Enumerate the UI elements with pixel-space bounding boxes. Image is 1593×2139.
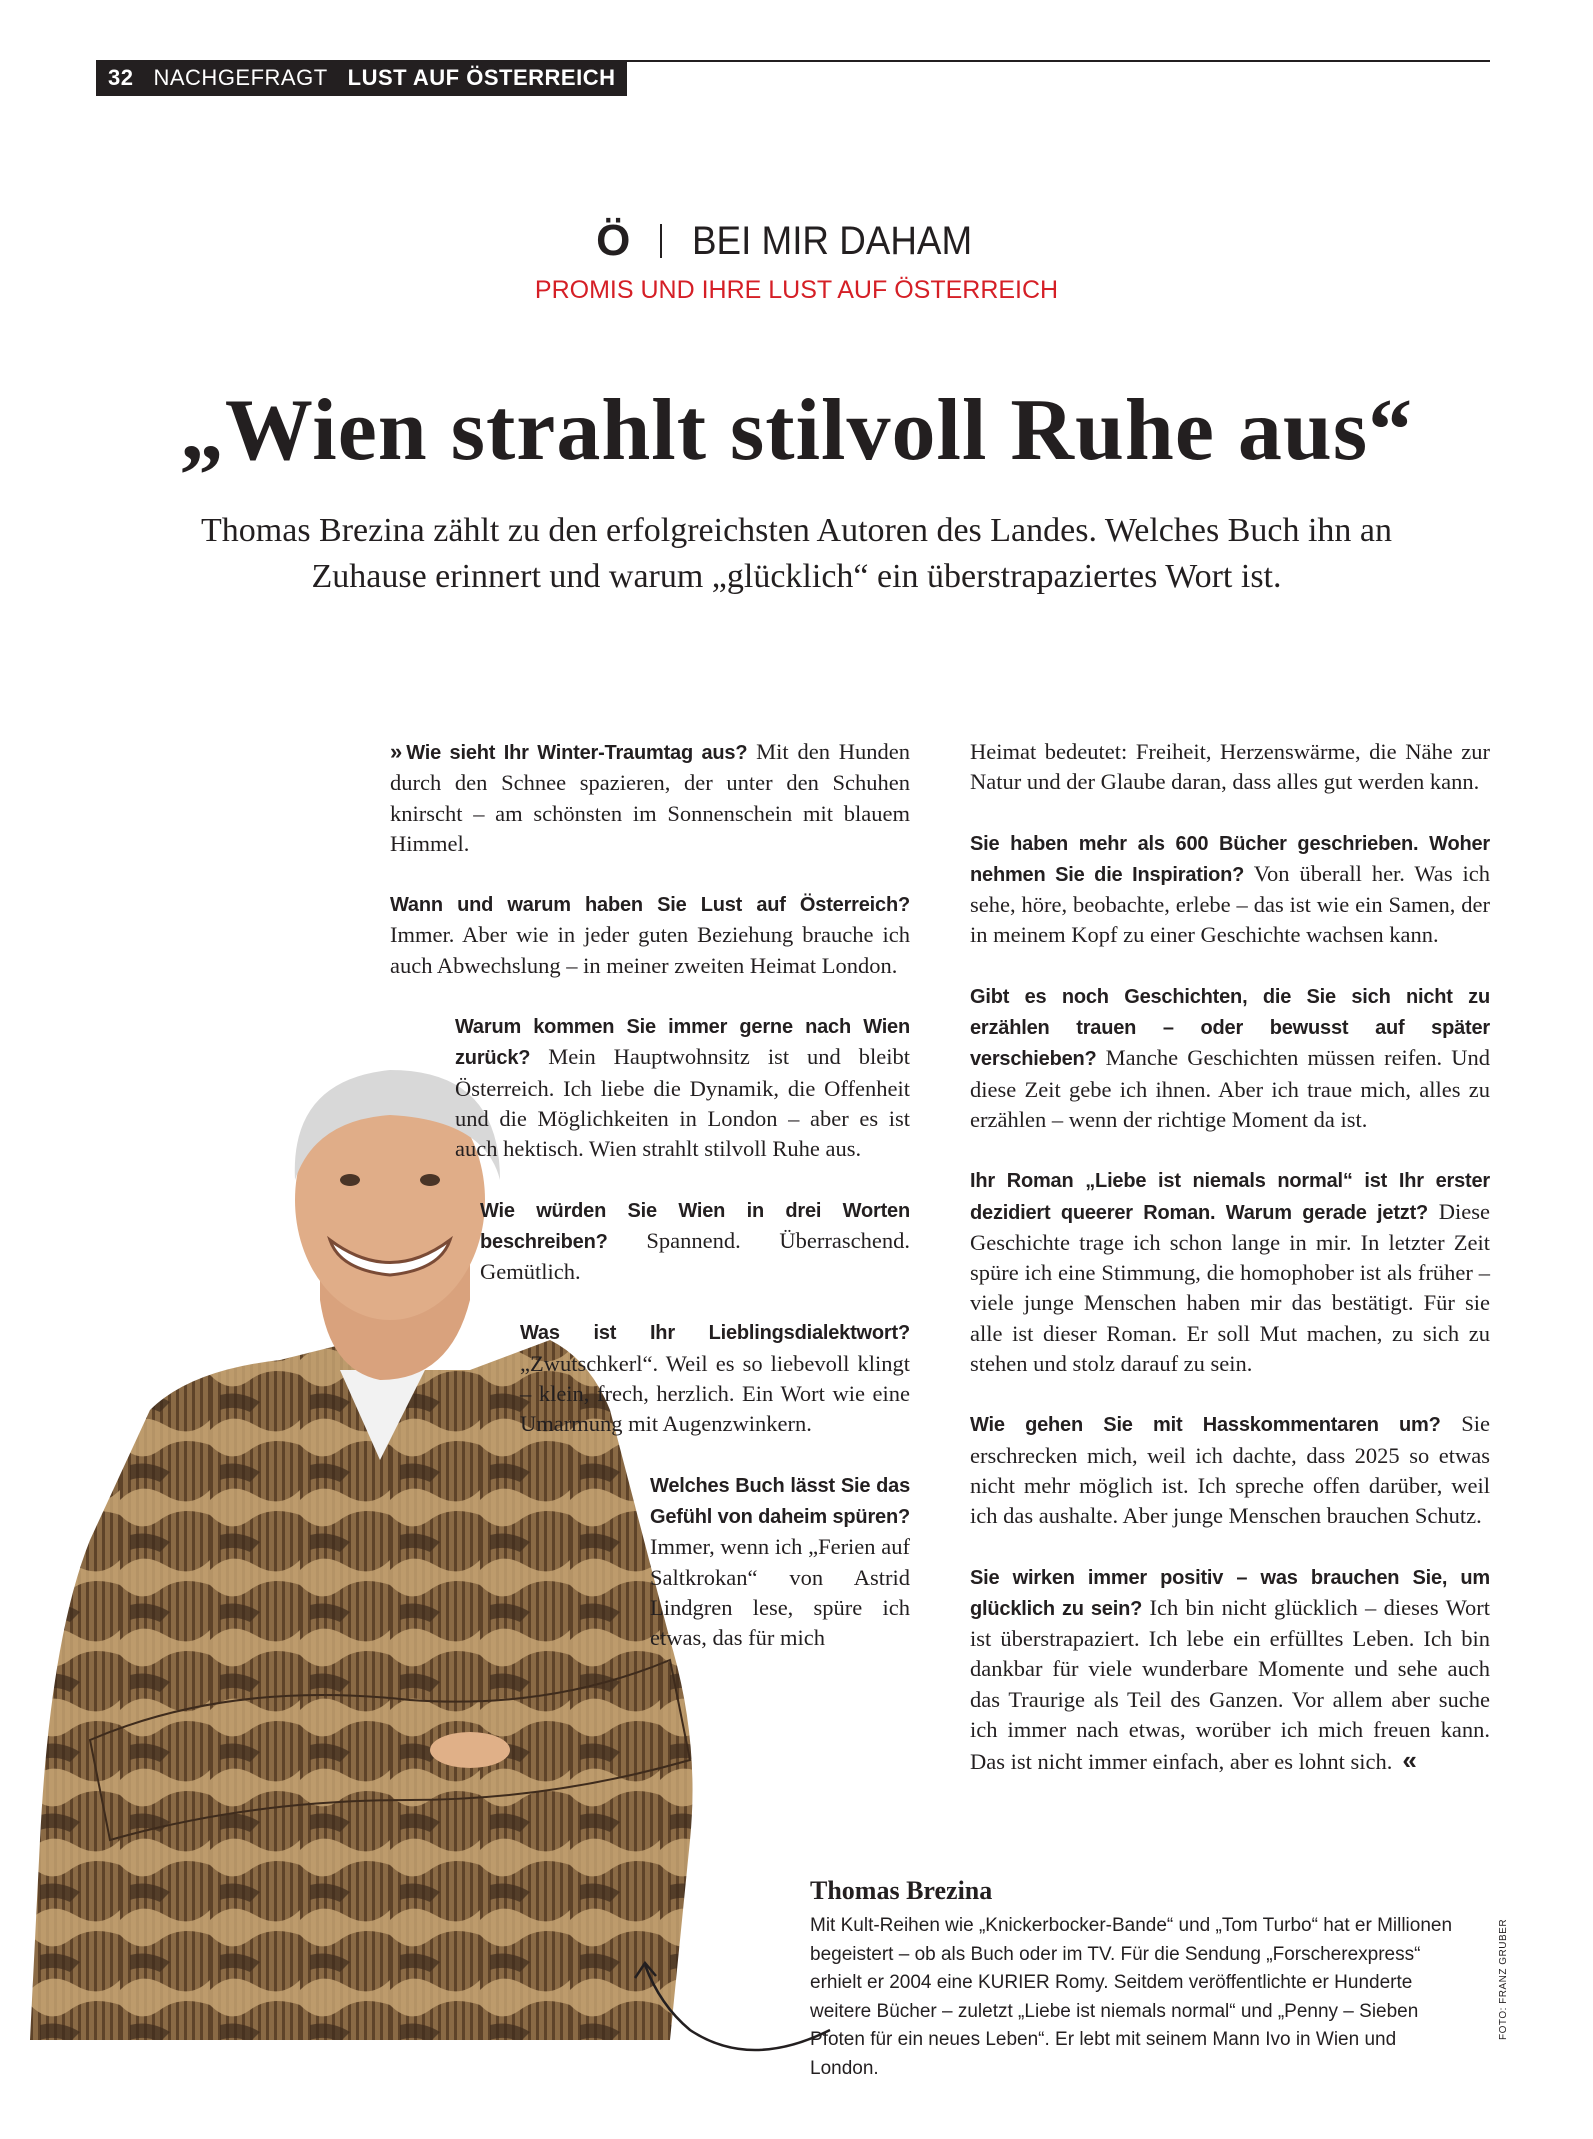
answer: Spannend. Überraschend. Gemütlich. bbox=[480, 1227, 910, 1285]
answer: „Zwutschkerl“. Weil es so liebevoll klingt – klein, frech, herzlich. Ein Wort wie eine Umarmung mit Augenzwinkern. bbox=[520, 1350, 910, 1437]
question: Wie würden Sie Wien in drei Worten beschreiben? bbox=[480, 1199, 910, 1253]
question: Welches Buch lässt Sie das Gefühl von daheim spüren? bbox=[650, 1474, 910, 1528]
rubric bbox=[0, 216, 1593, 266]
headline: „Wien strahlt stilvoll Ruhe aus“ bbox=[179, 382, 1414, 479]
question: Was ist Ihr Lieblingsdialektwort? bbox=[520, 1322, 910, 1345]
page-number: 32 bbox=[108, 65, 134, 90]
question: Warum kommen Sie immer gerne nach Wien zurück? bbox=[455, 1016, 910, 1070]
interview-item bbox=[480, 1195, 910, 1288]
answer: Von überall her. Was ich sehe, höre, beobachte, erlebe – das ist wie ein Samen, der in meinem Kopf zu einer Geschichte wachsen kann. bbox=[970, 860, 1491, 948]
rubric-name: BEI MIR DAHAM bbox=[692, 218, 973, 263]
question: Sie wirken immer positiv – was brauchen Sie, um glücklich zu sein? bbox=[970, 1566, 1490, 1620]
interview-column-left bbox=[390, 737, 910, 1683]
quote-close-mark: « bbox=[1402, 1745, 1417, 1776]
quote-open-mark: » bbox=[390, 739, 403, 764]
interview-item bbox=[970, 1409, 1490, 1531]
interview-item bbox=[520, 1317, 910, 1439]
question: Wie gehen Sie mit Hasskommentaren um? bbox=[970, 1414, 1441, 1437]
rubric-divider bbox=[660, 224, 662, 258]
interview-continuation: Heimat bedeutet: Freiheit, Herzenswärme, die Nähe zur Natur und der Glaube daran, dass alles gut werden kann. bbox=[970, 739, 1490, 795]
interview-item bbox=[970, 981, 1490, 1135]
interview-item bbox=[970, 1562, 1490, 1778]
answer: Diese Geschichte trage ich schon lange in mir. In letzter Zeit spüre ich eine Stimmung, die homophober ist als früher – viele junge Menschen haben mir das bestätigt. Für sie alle ist dieser Roman. Er soll Mut machen, zu sich zu stehen und stolz darauf zu sein. bbox=[970, 1198, 1490, 1377]
bio-text: Mit Kult-Reihen wie „Knickerbocker-Bande“ und „Tom Turbo“ hat er Millionen begeistert – ob als Buch oder im TV. Für die Sendung „Forscherexpress“ erhielt er 2004 eine KURIER Romy. Seitdem veröffentlichte er Hunderte weitere Bücher – zuletzt „Liebe ist niemals normal“ und „Penny – Sieben Pfoten für ein neues Leben“. Er lebt mit seinem Mann Ivo in Wien und London. bbox=[810, 1915, 1453, 2079]
answer: Immer. Aber wie in jeder guten Beziehung brauche ich auch Abwechslung – in meiner zweiten Heimat London. bbox=[390, 922, 910, 978]
question: Wie sieht Ihr Winter-Traumtag aus? bbox=[406, 742, 748, 764]
rubric-logo: Ö bbox=[596, 216, 631, 265]
interview-item bbox=[390, 737, 910, 859]
answer: Immer, wenn ich „Ferien auf Saltkrokan“ von Astrid Lindgren lese, spüre ich etwas, das für mich bbox=[650, 1534, 910, 1651]
rubric-subtitle: PROMIS UND IHRE LUST AUF ÖSTERREICH bbox=[534, 276, 1059, 304]
bio-name: Thomas Brezina bbox=[810, 1876, 993, 1905]
interview-item bbox=[390, 889, 910, 981]
interview-item bbox=[970, 1165, 1490, 1379]
interview-item bbox=[650, 1470, 910, 1654]
interview-item bbox=[455, 1011, 910, 1164]
section-label: NACHGEFRAGT bbox=[153, 65, 328, 90]
question: Gibt es noch Geschichten, die Sie sich nicht zu erzählen trauen – oder bewusst auf später verschieben? bbox=[970, 985, 1490, 1071]
deck: Thomas Brezina zählt zu den erfolgreichsten Autoren des Landes. Welches Buch ihn an Zuhause erinnert und warum „glücklich“ ein überstrapaziertes Wort ist. bbox=[201, 512, 1392, 595]
interview-column-right bbox=[970, 737, 1490, 1808]
photo-credit: FOTO: FRANZ GRUBER bbox=[1498, 1918, 1509, 2040]
answer: Sie erschrecken mich, weil ich dachte, dass 2025 so etwas nicht mehr möglich ist. Ich spreche offen darüber, weil ich das aushalte. Aber junge Menschen brauchen Schutz. bbox=[970, 1411, 1490, 1529]
answer: Ich bin nicht glücklich – dieses Wort ist überstrapaziert. Ich lebe ein erfülltes Leben. Ich bin dankbar für viele wunderbare Momente und sehe auch das Traurige als Teil des Ganzen. Vor allem aber suche ich immer nach etwas, worüber ich mich freuen kann. Das ist nicht immer einfach, aber es lohnt sich. bbox=[970, 1594, 1491, 1775]
page-header bbox=[96, 60, 627, 96]
answer: Manche Geschichten müssen reifen. Und diese Zeit gebe ich ihnen. Aber ich traue mich, alles zu erzählen – wenn der richtige Moment da ist. bbox=[970, 1045, 1490, 1132]
answer: Mit den Hunden durch den Schnee spazieren, der unter den Schuhen knirscht – am schönsten im Sonnenschein mit blauem Himmel. bbox=[390, 739, 910, 856]
answer: Mein Hauptwohnsitz ist und bleibt Österreich. Ich liebe die Dynamik, die Offenheit und die Möglichkeiten in London – aber es ist auch hektisch. Wien strahlt stilvoll Ruhe aus. bbox=[455, 1044, 910, 1162]
question: Wann und warum haben Sie Lust auf Österreich? bbox=[390, 894, 910, 917]
topic-label: LUST AUF ÖSTERREICH bbox=[347, 65, 616, 90]
question: Ihr Roman „Liebe ist niemals normal“ ist Ihr erster dezidiert queerer Roman. Warum gerade jetzt? bbox=[970, 1170, 1490, 1224]
interview-item bbox=[970, 828, 1490, 951]
question: Sie haben mehr als 600 Bücher geschrieben. Woher nehmen Sie die Inspiration? bbox=[970, 832, 1490, 886]
